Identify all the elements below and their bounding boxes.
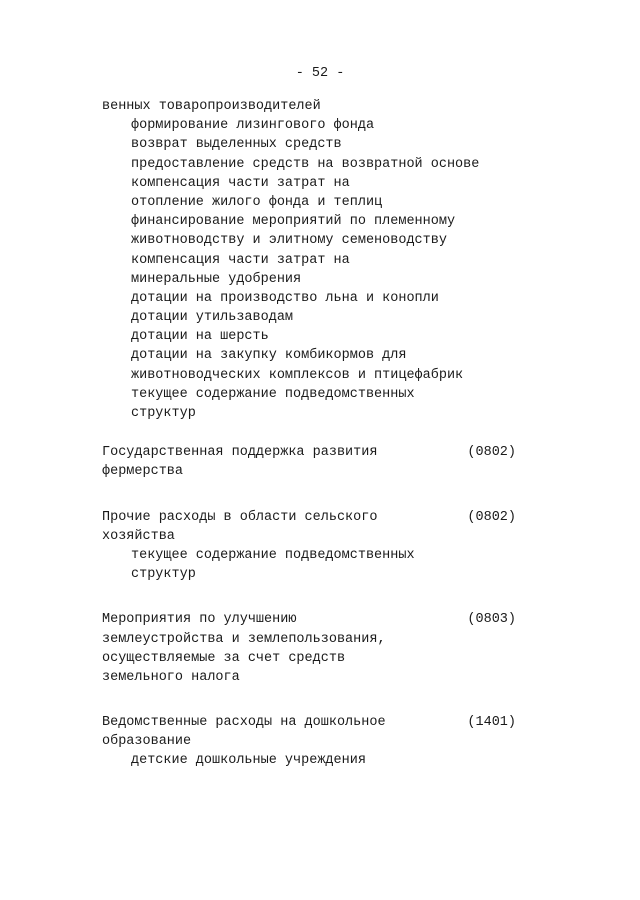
section-code: (1401) xyxy=(467,715,516,731)
list-item: компенсация части затрат на xyxy=(131,175,350,191)
list-item: структур xyxy=(131,406,196,421)
list-item: дотации на шерсть xyxy=(131,329,269,345)
page-number: - 52 - xyxy=(295,66,345,81)
section-title: Мероприятия по улучшению xyxy=(102,612,297,628)
section-title: осуществляемые за счет средств xyxy=(102,650,346,666)
list-item: структур xyxy=(131,567,196,583)
list-item: формирование лизингового фонда xyxy=(131,118,375,134)
section-farm-support xyxy=(102,443,522,481)
section-preschool xyxy=(102,713,522,771)
section-land-management xyxy=(102,610,522,687)
intro-block xyxy=(102,97,522,423)
section-code: (0803) xyxy=(467,612,516,628)
section-title: землеустройства и землепользования, xyxy=(102,631,386,647)
list-item: дотации на закупку комбикормов для xyxy=(131,348,407,364)
list-item: отопление жилого фонда и теплиц xyxy=(131,194,383,210)
list-item: компенсация части затрат на xyxy=(131,252,350,268)
section-title: хозяйства xyxy=(102,528,175,544)
list-item: дотации утильзаводам xyxy=(131,310,294,326)
list-item: возврат выделенных средств xyxy=(131,137,342,153)
section-title: образование xyxy=(102,734,192,750)
section-other-agriculture xyxy=(102,508,522,585)
document-body xyxy=(102,97,522,771)
section-title: Государственная поддержка развития xyxy=(102,445,378,461)
section-code: (0802) xyxy=(467,445,516,461)
list-item: финансирование мероприятий по племенному xyxy=(131,214,456,230)
section-title: земельного налога xyxy=(102,669,240,685)
section-title: Прочие расходы в области сельского xyxy=(102,509,378,525)
list-item: животноводству и элитному семеноводству xyxy=(131,233,447,249)
section-title: фермерства xyxy=(102,464,184,480)
section-code: (0802) xyxy=(467,509,516,525)
list-item: предоставление средств на возвратной основе xyxy=(131,156,480,172)
list-item: минеральные удобрения xyxy=(131,271,302,287)
text-line: венных товаропроизводителей xyxy=(102,99,321,114)
list-item: детские дошкольные учреждения xyxy=(131,753,366,769)
list-item: животноводческих комплексов и птицефабрик xyxy=(131,367,464,383)
list-item: текущее содержание подведомственных xyxy=(131,547,415,563)
list-item: текущее содержание подведомственных xyxy=(131,386,415,402)
section-title: Ведомственные расходы на дошкольное xyxy=(102,715,386,731)
list-item: дотации на производство льна и конопли xyxy=(131,290,439,306)
